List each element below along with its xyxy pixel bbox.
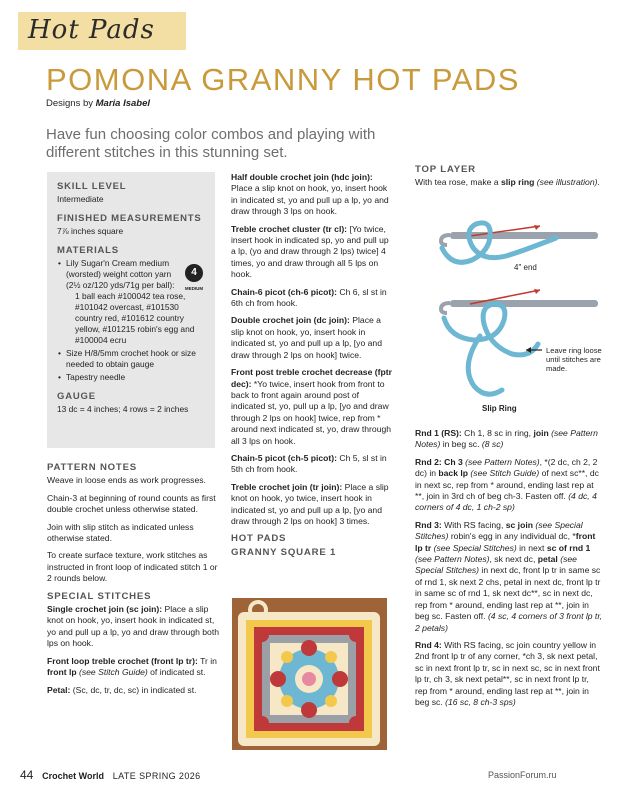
skill-value: Intermediate [57,194,104,204]
material-yarn: • Lily Sugar'n Cream medium (worsted) weight cotton yarn (2½ oz/120 yds/71g per ball): [57,258,206,291]
byline: Designs by Maria Isabel [46,98,151,109]
measure-value: 7⅞ inches square [57,226,124,236]
rnd-3: Rnd 3: With RS facing, sc join (see Special Stitches) robin's egg in any individual dc, *front lp tr (see Special Stitches) in next sc of rnd 1 (see Pattern Notes), sk next dc, petal (see Special Stitches) in next dc, front lp tr in same sc of rnd 1, sk next 2 chs, petal in next dc, front lp tr in same sc of rnd 1, sk next dc**, sc in next dc, rep from * around, ending last rep at **, join in beg sc. Fasten off. (4 sc, 4 corners of 3 front lp tr, 2 petals) [415,519,603,633]
round-instructions [415,428,603,714]
rnd-1: Rnd 1 (RS): Ch 1, 8 sc in ring, join (see Pattern Notes) in beg sc. (8 sc) [415,428,598,450]
pattern-notes-heading: PATTERN NOTES [47,462,137,473]
material-needle: • Tapestry needle [57,372,206,383]
fig-label-leave: Leave ring loose until stitches are made. [546,346,602,373]
column-right [415,164,603,195]
hot-pad-photo [232,598,387,750]
pattern-note: Chain-3 at beginning of round counts as first double crochet unless otherwise stated. [47,492,216,515]
stitch-sc-join: Single crochet join (sc join): Place a slip knot on hook, yo, insert hook in indicated st, yo and pull up a lp, yo and draw through both lps on hook. [47,604,219,649]
column-left [47,462,219,702]
stitch-petal: Petal: (Sc, dc, tr, dc, sc) in indicated st. [47,684,197,695]
intro-text: Have fun choosing color combos and playing with different stitches in this stunning set. [46,126,376,161]
yarn-weight-number: 4 [185,264,203,282]
fig-caption: Slip Ring [482,404,517,413]
yarn-weight-icon [183,264,205,292]
special-stitches-heading: SPECIAL STITCHES [47,590,152,602]
section-tab [18,12,186,50]
page-number: 44 [20,768,34,782]
materials-sidebar [47,172,215,448]
skill-heading: SKILL LEVEL [57,181,127,192]
top-layer-intro: With tea rose, make a slip ring (see illustration). [415,177,600,188]
stitch-hdc-join: Half double crochet join (hdc join): Place a slip knot on hook, yo, insert hook in indicated st, yo and pull up a lp, yo and draw through 3 lps on hook. [231,172,389,217]
stitch-ch5-picot: Chain-5 picot (ch-5 picot): Ch 5, sl st in 5th ch from hook. [231,452,387,475]
gauge-value: 13 dc = 4 inches; 4 rows = 2 inches [57,404,189,414]
magazine-name: Crochet World [42,771,104,781]
rnd-4: Rnd 4: With RS facing, sc join country yellow in 2nd front lp tr of any corner, *ch 3, sk next petal, sc in next front lp tr, sc in next sc, sc in next front lp tr, ch 3, sk next petal**, sc in next front lp tr, rep from * around, ending last rep at **, join in beg sc. (16 sc, 8 ch-3 sps) [415,639,600,707]
stitch-dc-join: Double crochet join (dc join): Place a slip knot on hook, yo, insert hook in indicated st, yo and pull up a lp, [yo and draw through 2 lps on hook] twice. [231,315,382,360]
material-yarn-colors: 1 ball each #100042 tea rose, #101042 overcast, #101530 country red, #101612 country yellow, #101215 robin's egg and #100004 ecru [75,291,195,345]
column-middle [231,172,393,560]
stitch-front-lp-tr: Front loop treble crochet (front lp tr): Tr in front lp (see Stitch Guide) of indicated st. [47,655,217,678]
stitch-fptr-dec: Front post treble crochet decrease (fptr dec): *Yo twice, insert hook from front to back to front again around post of indicated st, yo, pull up a lp, [yo and draw through 2 lps on hook] twice, rep from * around next indicated st, yo, draw through all 3 lps on hook. [231,367,392,446]
pattern-note: Weave in loose ends as work progresses. [47,475,206,486]
author-name: Maria Isabel [95,98,151,109]
granny-square-heading: GRANNY SQUARE 1 [231,546,337,558]
pattern-note: To create surface texture, work stitches as instructed in front loop of indicated stitch 1 or 2 rounds below. [47,550,218,584]
watermark: PassionForum.ru [488,770,557,780]
hot-pads-heading: HOT PADS [231,533,287,545]
pattern-note: Join with slip stitch as indicated unless otherwise stated. [47,521,194,544]
page-title: POMONA GRANNY HOT PADS [46,62,520,97]
stitch-tr-join: Treble crochet join (tr join): Place a slip knot on hook, yo twice, insert hook in indicated st, yo and pull up a lp, [yo and draw through 2 lps on hook] 3 times. [231,481,389,526]
gauge-heading: GAUGE [57,391,96,402]
top-layer-heading: TOP LAYER [415,164,476,175]
stitch-ch6-picot: Chain-6 picot (ch-6 picot): Ch 6, sl st in 6th ch from hook. [231,286,387,309]
page-footer [20,768,201,782]
stitch-tr-cl: Treble crochet cluster (tr cl): [Yo twice, insert hook in indicated sp, yo and pull up a lp, (yo and draw through 2 lps) twice] 4 times, yo and draw through all 5 lps on hook. [231,223,389,280]
materials-heading: MATERIALS [57,245,119,256]
fig-label-end: 4" end [514,263,537,272]
section-tab-label: Hot Pads [28,15,155,45]
issue-date: LATE SPRING 2026 [112,771,201,781]
rnd-2: Rnd 2: Ch 3 (see Pattern Notes), *(2 dc, ch 2, 2 dc) in back lp (see Stitch Guide) of next sc**, dc in next sc, rep from * around, ending last rep at **, join in 3rd ch of beg ch-3. Fasten off. (4 dc, 4 corners of 4 dc, 1 ch-2 sp) [415,456,599,513]
measure-heading: FINISHED MEASUREMENTS [57,213,202,224]
slip-ring-illustration [430,218,606,418]
material-hook: • Size H/8/5mm crochet hook or size needed to obtain gauge [57,348,206,370]
yarn-weight-label: MEDIUM [184,286,204,291]
